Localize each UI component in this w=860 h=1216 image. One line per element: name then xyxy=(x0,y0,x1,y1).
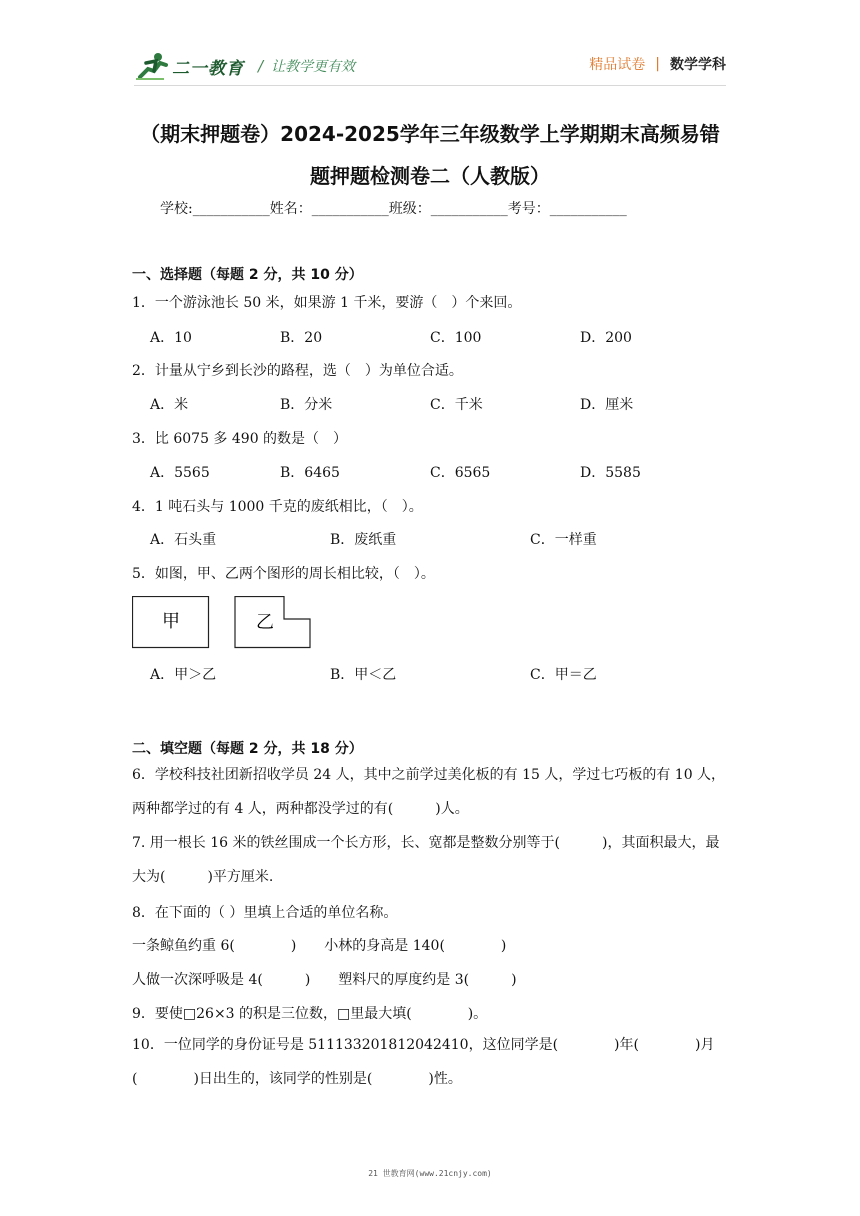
header-right xyxy=(589,54,726,74)
q1-option-d: D．200 xyxy=(580,330,632,346)
page-footer: 21 世教育网(www.21cnjy.com) xyxy=(368,1169,492,1178)
shape-jia-label: 甲 xyxy=(162,611,180,632)
question-8-line-a: 一条鲸鱼约重 6( ) 小林的身高是 140( ) xyxy=(132,938,507,954)
q4-option-c: C．一样重 xyxy=(530,532,597,548)
q3-option-c: C．6565 xyxy=(430,465,491,481)
q3-option-d: D．5585 xyxy=(580,465,641,481)
question-6: 6．学校科技社团新招收学员 24 人，其中之前学过美化板的有 15 人，学过七巧板的有 10 人，两种都学过的有 4 人，两种都没学过的有( )人。 xyxy=(132,767,726,817)
section-heading-fill: 二、填空题（每题 2 分，共 18 分） xyxy=(132,741,363,757)
brand-logo xyxy=(134,48,355,84)
question-10: 10．一位同学的身份证号是 511133201812042410，这位同学是( )年( )月( )日出生的，该同学的性别是( )性。 xyxy=(132,1037,715,1087)
q2-option-d: D．厘米 xyxy=(580,397,634,413)
brand-slogan: 让教学更有效 xyxy=(271,59,356,75)
runner-logo-icon xyxy=(134,51,170,81)
q5-option-c: C．甲＝乙 xyxy=(530,667,597,683)
q3-option-b: B．6465 xyxy=(280,465,340,481)
header-tag: 精品试卷 xyxy=(589,57,646,73)
header-rule xyxy=(134,85,726,86)
q2-option-c: C．千米 xyxy=(430,397,483,413)
header-divider: | xyxy=(655,56,660,72)
page-title-line1: （期末押题卷）2024-2025学年三年级数学上学期期末高频易错 xyxy=(140,122,720,146)
perimeter-figure xyxy=(132,596,312,650)
section-heading-choice: 一、选择题（每题 2 分，共 10 分） xyxy=(132,267,363,283)
q5-option-b: B．甲＜乙 xyxy=(330,667,397,683)
shape-yi-label: 乙 xyxy=(256,612,274,633)
page-title-line2: 题押题检测卷二（人教版） xyxy=(310,164,550,188)
question-5: 5．如图，甲、乙两个图形的周长相比较，（ ）。 xyxy=(132,566,435,582)
q4-option-b: B．废纸重 xyxy=(330,532,397,548)
question-4: 4．1 吨石头与 1000 千克的废纸相比，（ ）。 xyxy=(132,499,423,515)
q1-option-c: C．100 xyxy=(430,330,482,346)
question-7: 7. 用一根长 16 米的铁丝围成一个长方形，长、宽都是整数分别等于( )，其面积最大，最大为( )平方厘米. xyxy=(132,835,720,885)
slogan-separator: / xyxy=(258,57,264,75)
student-info-line: 学校:___________姓名：___________班级：___________考号：___________ xyxy=(160,201,627,217)
header-subject: 数学学科 xyxy=(670,57,726,73)
q4-option-a: A．石头重 xyxy=(150,532,217,548)
question-9: 9．要使□26×3 的积是三位数，□里最大填( )。 xyxy=(132,1006,488,1022)
q1-option-a: A．10 xyxy=(150,330,192,346)
q3-option-a: A．5565 xyxy=(150,465,210,481)
brand-name: 二一教育 xyxy=(172,58,244,79)
question-8-line-b: 人做一次深呼吸是 4( ) 塑料尺的厚度约是 3( ) xyxy=(132,972,517,988)
q2-option-b: B．分米 xyxy=(280,397,333,413)
q2-option-a: A．米 xyxy=(150,397,189,413)
q5-option-a: A．甲＞乙 xyxy=(150,667,217,683)
q1-option-b: B．20 xyxy=(280,330,323,346)
question-8: 8．在下面的（ ）里填上合适的单位名称。 xyxy=(132,905,398,921)
question-1: 1．一个游泳池长 50 米，如果游 1 千米，要游（ ）个来回。 xyxy=(132,295,522,311)
question-3: 3．比 6075 多 490 的数是（ ） xyxy=(132,431,348,447)
question-2: 2．计量从宁乡到长沙的路程，选（ ）为单位合适。 xyxy=(132,363,463,379)
